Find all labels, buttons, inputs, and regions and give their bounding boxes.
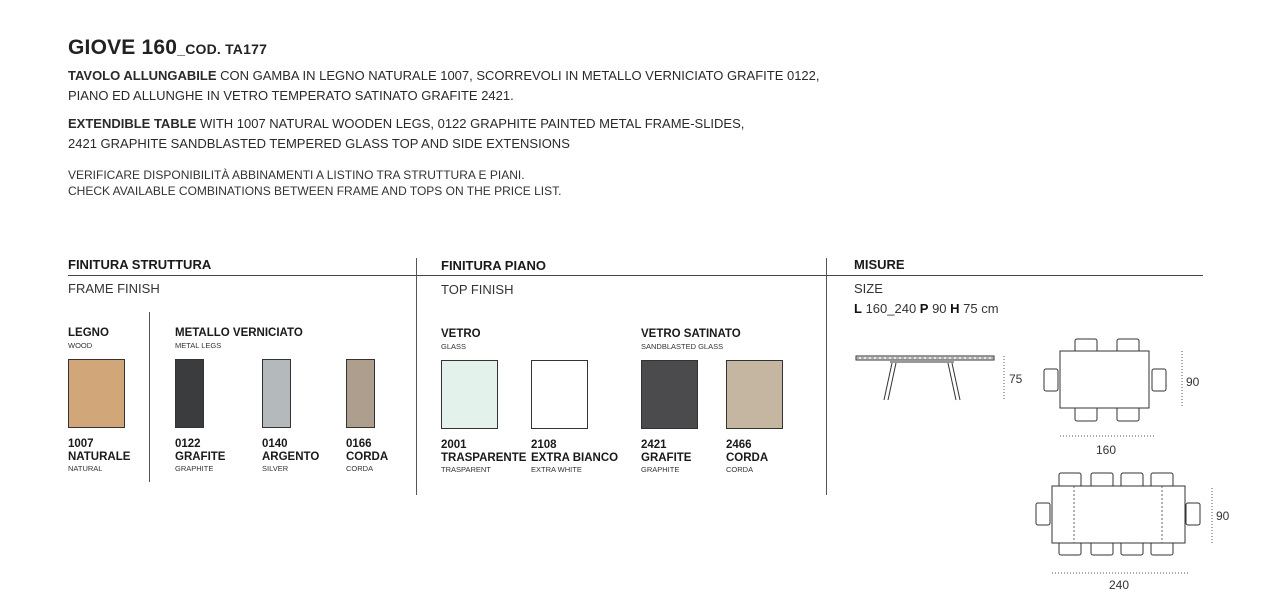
swatch-0166-corda [346, 359, 375, 428]
swatch-1007-naturale [68, 359, 125, 428]
swatch-0122-grafite [175, 359, 204, 428]
measures-title: MISURE [854, 257, 905, 272]
measures-subtitle: SIZE [854, 281, 883, 296]
group-subtitle-glass: GLASS [441, 342, 467, 351]
english-description-line1: EXTENDIBLE TABLE WITH 1007 NATURAL WOODEN LEGS, 0122 GRAPHITE PAINTED METAL FRAME-SLIDES, [68, 116, 745, 131]
frame-finish-title: FINITURA STRUTTURA [68, 257, 212, 272]
table-technical-drawings [840, 325, 1240, 611]
group-subtitle-metal: METAL LEGS [175, 341, 222, 350]
availability-note-en: CHECK AVAILABLE COMBINATIONS BETWEEN FRAME AND TOPS ON THE PRICE LIST. [68, 184, 562, 198]
swatch-label-1007: 1007 NATURALE NATURAL [68, 438, 131, 473]
swatch-2108-extra-bianco [531, 360, 588, 429]
english-description [68, 114, 744, 154]
swatch-label-0122: 0122 GRAFITE GRAPHITE [175, 438, 226, 473]
swatch-label-2466: 2466 CORDA CORDA [726, 439, 769, 474]
swatch-label-0140: 0140 ARGENTO SILVER [262, 438, 320, 473]
top-view-160-drawing [1044, 339, 1166, 421]
group-title-glass: VETRO [441, 328, 481, 340]
measures-divider [827, 275, 1203, 276]
swatch-label-2421: 2421 GRAFITE GRAPHITE [641, 439, 692, 474]
width-dimension-label-160: 160 [1095, 443, 1117, 457]
swatch-label-0166: 0166 CORDA CORDA [346, 438, 389, 473]
group-subtitle-sandblasted-glass: SANDBLASTED GLASS [641, 342, 724, 351]
top-finish-title: FINITURA PIANO [441, 258, 546, 273]
english-description-line2: 2421 GRAPHITE SANDBLASTED TEMPERED GLASS TOP AND SIDE EXTENSIONS [68, 136, 570, 151]
product-name: GIOVE 160 [68, 36, 178, 59]
italian-description-line1: TAVOLO ALLUNGABILE CON GAMBA IN LEGNO NATURALE 1007, SCORREVOLI IN METALLO VERNICIATO GRAFITE 0122, [68, 68, 820, 83]
swatch-0140-argento [262, 359, 291, 428]
page-title [68, 36, 267, 60]
group-title-metal: METALLO VERNICIATO [175, 327, 303, 339]
group-subtitle-wood: WOOD [68, 341, 93, 350]
swatch-2466-corda [726, 360, 783, 429]
swatch-label-2001: 2001 TRASPARENTE TRASPARENT [441, 439, 527, 474]
width-dimension-label-240: 240 [1108, 578, 1130, 592]
frame-finish-divider [68, 275, 416, 276]
top-view-240-drawing [1036, 473, 1200, 555]
top-finish-subtitle: TOP FINISH [441, 282, 514, 297]
availability-note [68, 167, 561, 199]
top-finish-divider [417, 275, 826, 276]
product-code: _COD. TA177 [177, 41, 268, 57]
depth-dimension-label-160: 90 [1186, 375, 1200, 389]
group-title-wood: LEGNO [68, 327, 109, 339]
column-divider-1 [416, 258, 417, 495]
italian-description [68, 66, 820, 106]
height-dimension-label: 75 [1009, 372, 1023, 386]
swatch-2001-trasparente [441, 360, 498, 429]
column-divider-2 [826, 258, 827, 495]
swatch-2421-grafite [641, 360, 698, 429]
group-divider [149, 312, 150, 482]
availability-note-it: VERIFICARE DISPONIBILITÀ ABBINAMENTI A LISTINO TRA STRUTTURA E PIANI. [68, 168, 525, 182]
depth-dimension-label-240: 90 [1216, 509, 1230, 523]
italian-description-line2: PIANO ED ALLUNGHE IN VETRO TEMPERATO SATINATO GRAFITE 2421. [68, 88, 514, 103]
swatch-label-2108: 2108 EXTRA BIANCO EXTRA WHITE [531, 439, 619, 474]
side-view-drawing [856, 356, 994, 400]
group-title-sandblasted-glass: VETRO SATINATO [641, 328, 741, 340]
frame-finish-subtitle: FRAME FINISH [68, 281, 160, 296]
dimensions-summary: L 160_240 P 90 H 75 cm [854, 301, 999, 316]
